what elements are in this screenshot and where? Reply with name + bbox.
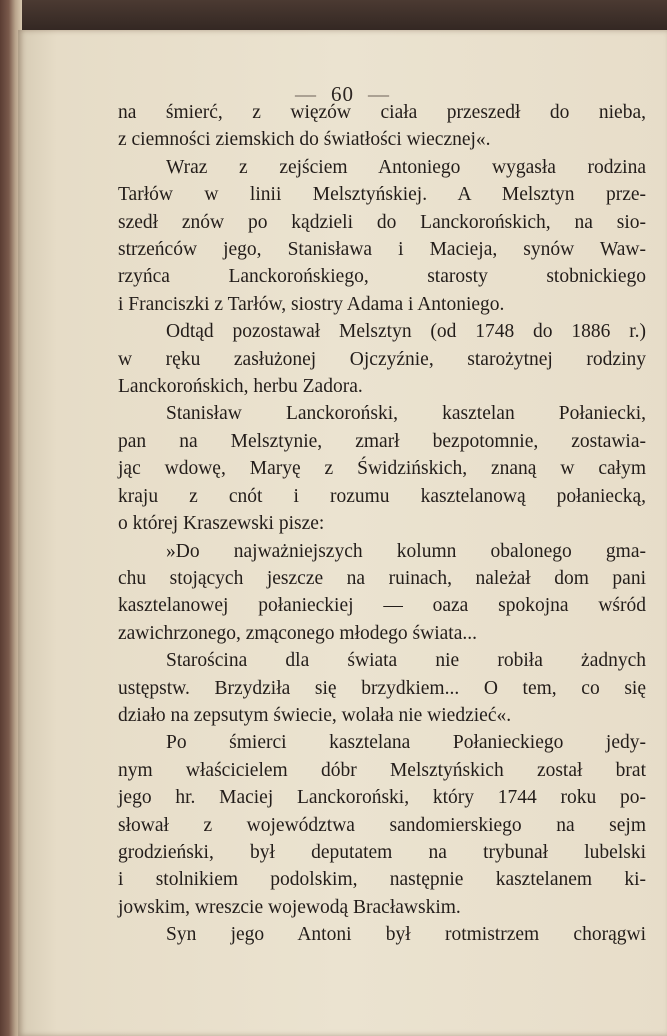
text-line: w ręku zasłużonej Ojczyźnie, starożytnej rodziny	[118, 348, 646, 370]
text-line: na śmierć, z więzów ciała przeszedł do nieba,	[118, 102, 646, 123]
text-line: grodzieński, był deputatem na trybunał lubelski	[118, 841, 646, 863]
text-line: pan na Melsztynie, zmarł bezpotomnie, zostawia-	[118, 430, 646, 452]
text-line: Wraz z zejściem Antoniego wygasła rodzina	[166, 156, 646, 178]
text-line: Stanisław Lanckoroński, kasztelan Połaniecki,	[166, 403, 646, 425]
body-text	[118, 99, 646, 949]
text-line: jąc wdowę, Maryę z Świdzińskich, znaną w całym	[118, 458, 646, 480]
text-line: ustępstw. Brzydziła się brzydkiem... O tem, co się	[118, 677, 646, 699]
text-line: nym właścicielem dóbr Melsztyńskich został brat	[118, 759, 646, 781]
text-line: rzyńca Lanckorońskiego, starosty stobnickiego	[118, 266, 646, 288]
text-line: o której Kraszewski pisze:	[118, 513, 325, 535]
text-line: chu stojących jeszcze na ruinach, należał dom pani	[118, 567, 646, 589]
text-line: szedł znów po kądzieli do Lanckorońskich, na sio-	[118, 211, 646, 233]
text-line: kasztelanowej połanieckiej — oaza spokojna wśród	[118, 595, 646, 617]
text-line: Lanckorońskich, herbu Zadora.	[118, 376, 363, 398]
page-number-dash-left: —	[295, 82, 317, 106]
text-line: słował z województwa sandomierskiego na sejm	[118, 814, 646, 836]
page-number: 60	[331, 82, 354, 106]
text-line: Starościna dla świata nie robiła żadnych	[166, 650, 646, 672]
text-line: Tarłów w linii Melsztyńskiej. A Melsztyn prze-	[118, 184, 646, 206]
text-line: jowskim, wreszcie wojewodą Bracławskim.	[118, 896, 461, 918]
text-line: i Franciszki z Tarłów, siostry Adama i Antoniego.	[118, 293, 505, 315]
text-line: Po śmierci kasztelana Połanieckiego jedy-	[166, 732, 646, 754]
text-line: strzeńców jego, Stanisława i Macieja, synów Waw-	[118, 239, 646, 261]
text-line: zawichrzonego, zmąconego młodego świata...	[118, 622, 477, 644]
text-line: z ciemności ziemskich do światłości wiecznej«.	[118, 129, 491, 151]
text-line: »Do najważniejszych kolumn obalonego gma-	[166, 540, 646, 562]
text-line: Syn jego Antoni był rotmistrzem chorągwi	[166, 924, 646, 946]
page-number-dash-right: —	[368, 82, 390, 106]
text-line: działo na zepsutym świecie, wolała nie wiedzieć«.	[118, 704, 512, 726]
text-line: jego hr. Maciej Lanckoroński, który 1744 roku po-	[118, 787, 646, 809]
text-line: kraju z cnót i rozumu kasztelanową połaniecką,	[118, 485, 646, 507]
text-line: Odtąd pozostawał Melsztyn (od 1748 do 1886 r.)	[166, 321, 646, 343]
text-line: i stolnikiem podolskim, następnie kasztelanem ki-	[118, 869, 646, 891]
